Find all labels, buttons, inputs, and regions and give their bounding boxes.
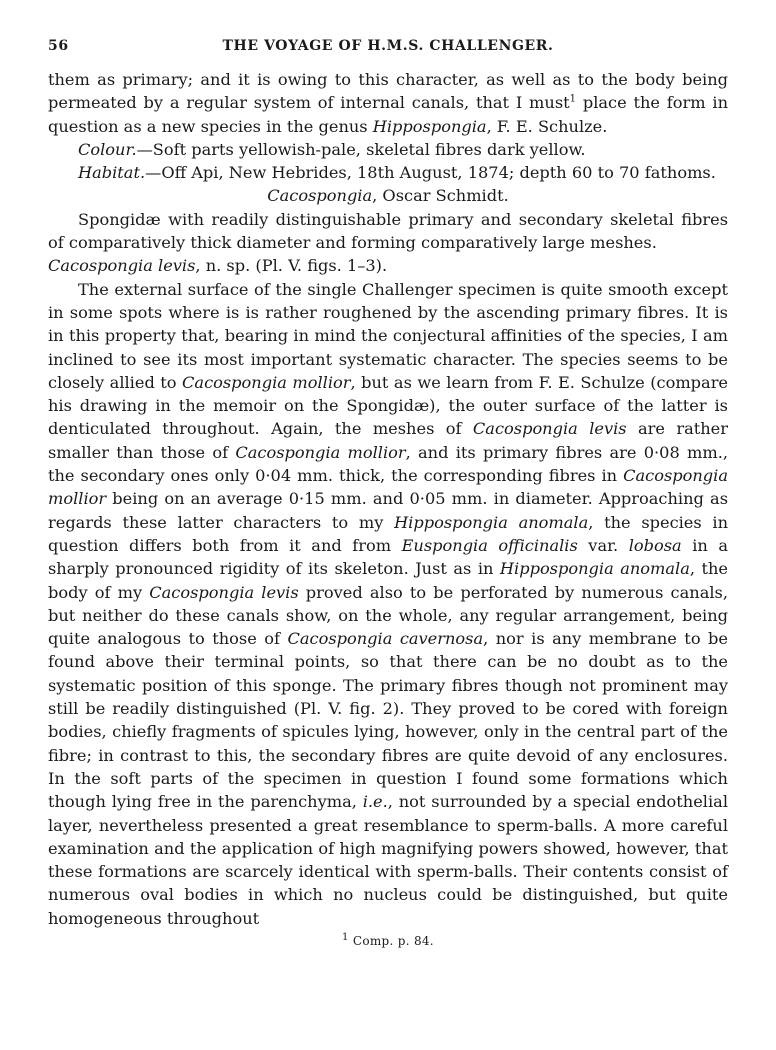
text-run: , the species in question differs both from it and from: [48, 512, 729, 555]
taxon-name: Cacospongia cavernosa: [287, 629, 484, 649]
taxon-name: Hippospongia: [372, 116, 487, 136]
taxon-name: Hippospongia anomala: [394, 512, 589, 532]
colour-line: [48, 138, 728, 161]
text-run: being on an average 0·15 mm. and 0·05 mm. in diameter. Approaching as regards these latter characters to my: [48, 489, 728, 532]
species-name: Cacospongia levis: [48, 256, 196, 276]
genus-heading: [48, 184, 728, 207]
text-run: , F. E. Schulze.: [486, 116, 608, 136]
habitat-text: —Off Api, New Hebrides, 18th August, 1874; depth 60 to 70 fathoms.: [145, 163, 716, 183]
text-run: , nor is any membrane to be found above their terminal points, so that there can be no doubt as to the systematic position of this sponge. The primary fibres though not prominent may still be readily distinguished (Pl. V. fig. 2). They proved to be cored with foreign bodies, chiefly fragments of spicules lying, however, only in the central part of the fibre; in contrast to this, the secondary fibres are quite devoid of any enclosures. In the soft parts of the specimen in question I found some formations which though lying free in the parenchyma,: [48, 629, 728, 812]
genus-name: Cacospongia: [267, 186, 373, 206]
footnote-text: Comp. p. 84.: [348, 933, 434, 948]
body-text: [48, 68, 728, 953]
text-run: them as primary; and it is owing to this character, as well as to the body being permeated by a regular system of internal canals, that I must: [48, 70, 728, 113]
running-header: [48, 38, 728, 62]
genus-author: , Oscar Schmidt.: [372, 186, 509, 206]
continued-paragraph: [48, 68, 728, 138]
colour-label: Colour.: [78, 139, 137, 159]
taxon-name: Cacospongia mollior: [182, 372, 351, 392]
species-reference: , n. sp. (Pl. V. figs. 1–3).: [195, 256, 388, 276]
text-run: are rather smaller than those of: [48, 419, 728, 462]
footnote-marker: 1: [342, 931, 349, 943]
colour-text: —Soft parts yellowish-pale, skeletal fibres dark yellow.: [136, 139, 586, 159]
habitat-label: Habitat.: [78, 163, 146, 183]
abbreviation: i.e.: [362, 792, 388, 812]
taxon-name: Cacospongia levis: [149, 582, 299, 602]
footnote: [48, 930, 728, 953]
page: [48, 38, 728, 953]
habitat-line: [48, 161, 728, 184]
text-run: , not surrounded by a special endothelial layer, nevertheless presented a great resemblance to sperm-balls. A more careful examination and the application of high magnifying powers showed, however, that these formations are scarcely identical with sperm-balls. Their contents consist of numerous oval bodies in which no nucleus could be distinguished, but quite homogeneous throughout: [48, 792, 728, 928]
text-run: place the form in question as a new species in the genus: [48, 93, 729, 136]
taxon-name: Euspongia officinalis: [401, 535, 578, 555]
taxon-name: Hippospongia anomala: [499, 559, 690, 579]
taxon-name: lobosa: [628, 535, 682, 555]
genus-description: Spongidæ with readily distinguishable primary and secondary skeletal fibres of comparatively thick diameter and forming comparatively large meshes.: [48, 209, 728, 253]
text-run: proved also to be perforated by numerous canals, but neither do these canals show, on the whole, any regular arrangement, being quite analogous to those of: [48, 582, 728, 649]
text-run: in a sharply pronounced rigidity of its skeleton. Just as in: [48, 535, 729, 579]
taxon-name: Cacospongia levis: [472, 419, 627, 439]
text-run: , but as we learn from F. E. Schulze (compare his drawing in the memoir on the Spongidæ), the outer surface of the latter is denticulated throughout. Again, the meshes of: [48, 372, 729, 439]
running-title: THE VOYAGE OF H.M.S. CHALLENGER.: [222, 38, 554, 54]
text-run: , and its primary fibres are 0·08 mm., the secondary ones only 0·04 mm. thick, the corresponding fibres in: [48, 442, 729, 486]
text-run: var.: [577, 535, 629, 555]
taxon-name: Cacospongia mollior: [235, 442, 406, 462]
page-number: 56: [48, 38, 69, 54]
taxon-name: Cacospongia mollior: [48, 466, 728, 509]
text-run: The external surface of the single Challenger specimen is quite smooth except in some spots where is is rather roughened by the ascending primary fibres. It is in this property that, bearing in mind the conjectural affinities of the species, I am inclined to see its most important systematic character. The species seems to be closely allied to: [48, 279, 728, 392]
species-heading: [48, 254, 728, 277]
species-description: [48, 278, 728, 930]
text-run: , the body of my: [48, 559, 728, 602]
footnote-reference: 1: [569, 93, 577, 105]
